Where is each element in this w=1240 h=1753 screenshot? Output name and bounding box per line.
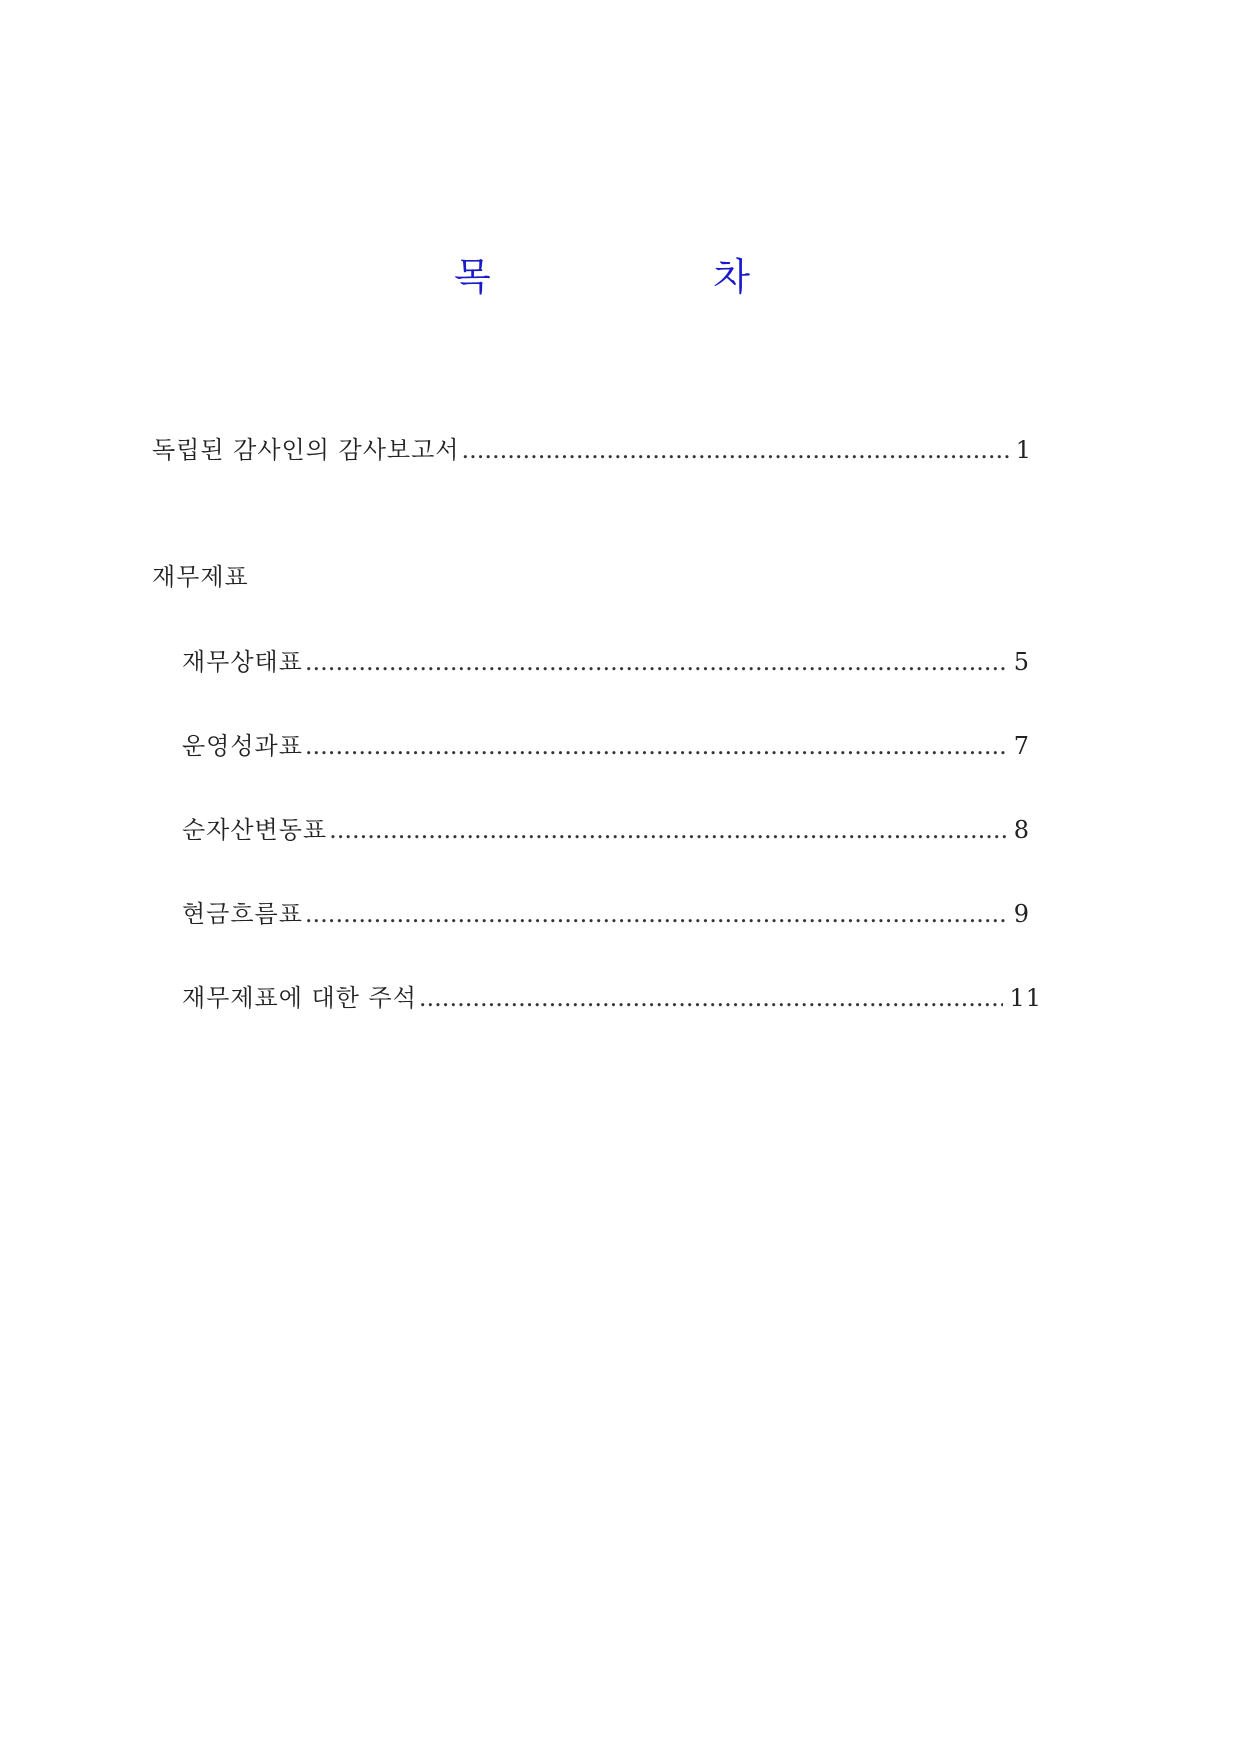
dot-leader bbox=[419, 986, 1004, 1010]
toc-entry-cash-flow[interactable] bbox=[182, 902, 1030, 926]
toc-entry-page-number: 1 bbox=[1015, 436, 1032, 464]
title-char-2: 차 bbox=[713, 255, 750, 299]
toc-entry-page-number: 8 bbox=[1013, 816, 1030, 844]
dot-leader bbox=[329, 818, 1008, 842]
toc-entry-notes[interactable] bbox=[182, 986, 1042, 1010]
toc-entry-label: 재무제표에 대한 주석 bbox=[182, 984, 417, 1012]
toc-entry-page-number: 5 bbox=[1013, 648, 1030, 676]
toc-entry-label: 현금흐름표 bbox=[182, 900, 303, 928]
toc-entry-page-number: 9 bbox=[1013, 900, 1030, 928]
toc-entry-operating-statement[interactable] bbox=[182, 734, 1030, 758]
toc-entry-audit-report[interactable] bbox=[152, 438, 1032, 462]
toc-entry-label: 운영성과표 bbox=[182, 732, 303, 760]
toc-entry-page-number: 11 bbox=[1009, 984, 1042, 1012]
dot-leader bbox=[305, 902, 1008, 926]
toc-entry-net-assets-changes[interactable] bbox=[182, 818, 1030, 842]
dot-leader bbox=[305, 650, 1008, 674]
title-char-1: 목 bbox=[454, 255, 491, 299]
toc-entry-label: 순자산변동표 bbox=[182, 816, 328, 844]
toc-entry-label: 독립된 감사인의 감사보고서 bbox=[152, 436, 460, 464]
page-title bbox=[454, 255, 750, 299]
toc-entry-label: 재무상태표 bbox=[182, 648, 303, 676]
toc-entry-balance-sheet[interactable] bbox=[182, 650, 1030, 674]
section-heading-financial-statements: 재무제표 bbox=[152, 563, 249, 591]
dot-leader bbox=[305, 734, 1008, 758]
dot-leader bbox=[461, 438, 1009, 462]
toc-entry-page-number: 7 bbox=[1013, 732, 1030, 760]
